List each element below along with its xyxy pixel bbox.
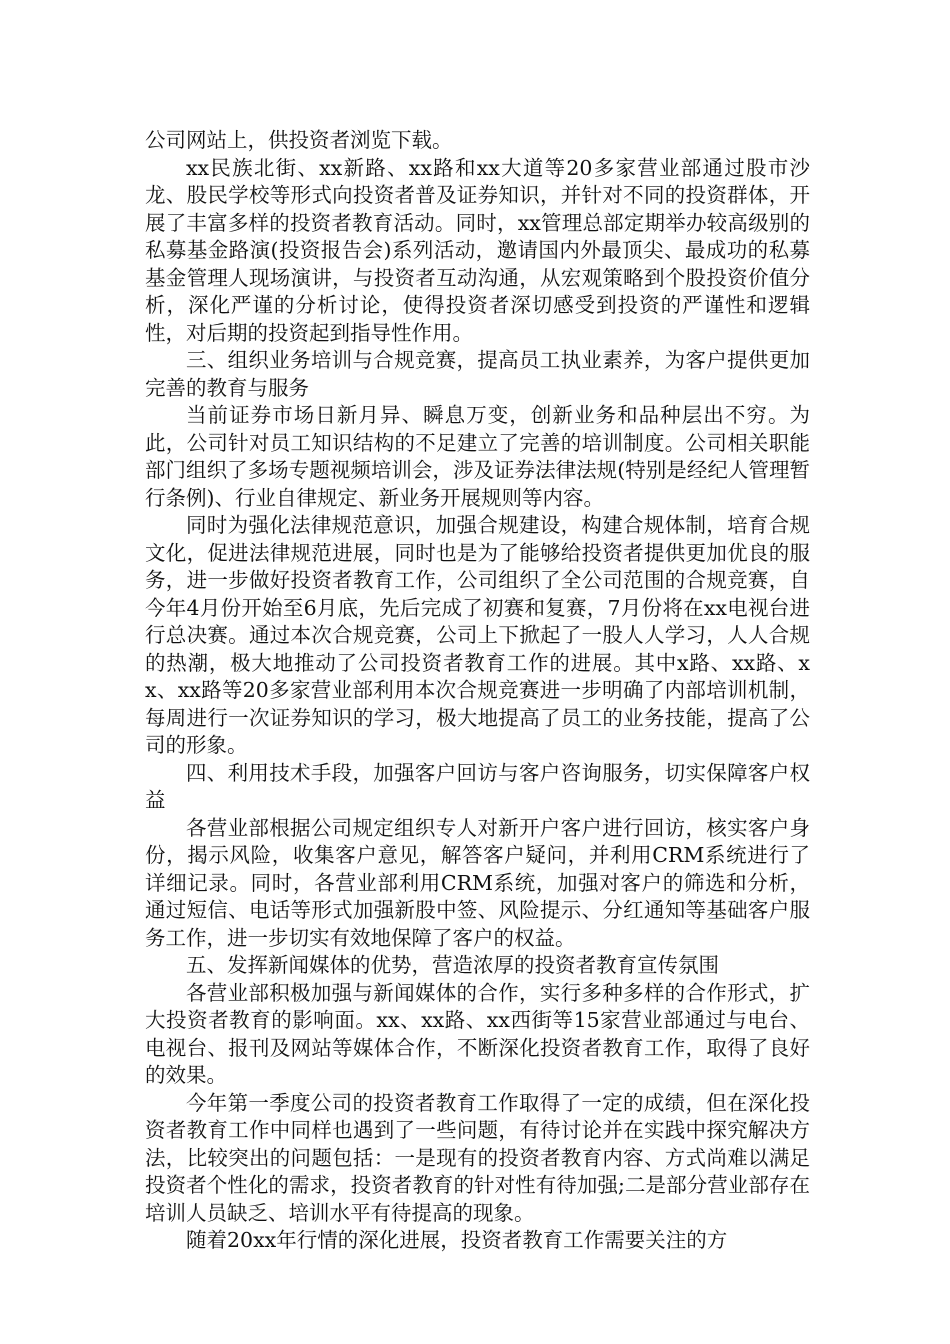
paragraph-media-cooperation: 各营业部积极加强与新闻媒体的合作，实行多种多样的合作形式，扩大投资者教育的影响面。xx、xx路、xx西街等15家营业部通过与电台、电视台、报刊及网站等媒体合作，不断深化投资者教育工作，取得了良好的效果。 <box>145 980 810 1087</box>
section-heading-media: 五、发挥新闻媒体的优势，营造浓厚的投资者教育宣传氛围 <box>186 953 719 977</box>
paragraph-branch-activities: xx民族北街、xx新路、xx路和xx大道等20多家营业部通过股市沙龙、股民学校等形式向投资者普及证券知识，并针对不同的投资群体，开展了丰富多样的投资者教育活动。同时，xx管理总部定期举办较高级别的私募基金路演(投资报告会)系列活动，邀请国内外最顶尖、最成功的私募基金管理人现场演讲，与投资者互动沟通，从宏观策略到个股投资价值分析，深化严谨的分析讨论，使得投资者深切感受到投资的严谨性和逻辑性，对后期的投资起到指导性作用。 <box>145 155 810 345</box>
paragraph-training-system: 当前证券市场日新月异、瞬息万变，创新业务和品种层出不穷。为此，公司针对员工知识结构的不足建立了完善的培训制度。公司相关职能部门组织了多场专题视频培训会，涉及证券法律法规(特别是经纪人管理暂行条例)、行业自律规定、新业务开展规则等内容。 <box>145 403 810 510</box>
section-heading-client-service: 四、利用技术手段，加强客户回访与客户咨询服务，切实保障客户权益 <box>145 760 810 812</box>
paragraph-continuation: 公司网站上，供投资者浏览下载。 <box>145 128 453 152</box>
document-body <box>145 127 810 1255</box>
paragraph-client-followup: 各营业部根据公司规定组织专人对新开户客户进行回访，核实客户身份，揭示风险，收集客户意见，解答客户疑问，并利用CRM系统进行了详细记录。同时，各营业部利用CRM系统，加强对客户的筛选和分析，通过短信、电话等形式加强新股中签、风险提示、分红通知等基础客户服务工作，进一步切实有效地保障了客户的权益。 <box>145 815 810 950</box>
paragraph-problems: 今年第一季度公司的投资者教育工作取得了一定的成绩，但在深化投资者教育工作中同样也遇到了一些问题，有待讨论并在实践中探究解决方法，比较突出的问题包括：一是现有的投资者教育内容、方式尚难以满足投资者个性化的需求，投资者教育的针对性有待加强;二是部分营业部存在培训人员缺乏、培训水平有待提高的现象。 <box>145 1090 810 1225</box>
paragraph-outlook: 随着20xx年行情的深化进展，投资者教育工作需要关注的方 <box>186 1228 728 1252</box>
paragraph-compliance-contest: 同时为强化法律规范意识，加强合规建设，构建合规体制，培育合规文化，促进法律规范进展，同时也是为了能够给投资者提供更加优良的服务，进一步做好投资者教育工作，公司组织了全公司范围的合规竞赛，自今年4月份开始至6月底，先后完成了初赛和复赛，7月份将在xx电视台进行总决赛。通过本次合规竞赛，公司上下掀起了一股人人学习，人人合规的热潮，极大地推动了公司投资者教育工作的进展。其中x路、xx路、xx、xx路等20多家营业部利用本次合规竞赛进一步明确了内部培训机制，每周进行一次证券知识的学习，极大地提高了员工的业务技能，提高了公司的形象。 <box>145 513 810 757</box>
section-heading-training: 三、组织业务培训与合规竞赛，提高员工执业素养，为客户提供更加完善的教育与服务 <box>145 348 810 400</box>
